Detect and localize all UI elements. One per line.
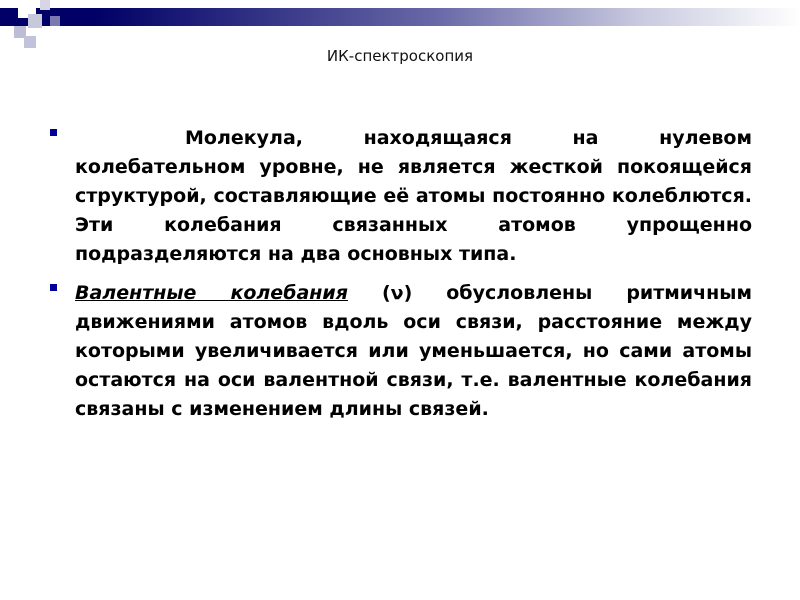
decor-square [50,16,60,26]
decor-square [40,0,50,10]
bullet-item [47,124,752,269]
square-bullet-icon [50,129,57,136]
header-gradient-bar [0,8,800,26]
slide-body [47,124,752,434]
decor-square [28,14,42,28]
paragraph-valence [75,279,752,424]
paragraph-intro [75,124,752,269]
bullet-item [47,279,752,424]
slide-title: ИК-спектроскопия [326,47,474,65]
square-bullet-icon [50,284,57,291]
paragraph-intro-text: Молекула, находящаяся на нулевом колебательном уровне, не является жесткой покоящейся структурой, составляющие её атомы постоянно колеблются. Эти колебания связанных атомов упрощенно подразделяются на два основных типа. [75,127,752,265]
paragraph-valence-text: (ν) обусловлены ритмичным движениями атомов вдоль оси связи, расстояние между которыми увеличивается или уменьшается, но сами атомы остаются на оси валентной связи, т.е. валентные колебания связаны с изменением длины связей. [75,282,752,420]
term-valence-vibrations: Валентные колебания [75,282,348,304]
